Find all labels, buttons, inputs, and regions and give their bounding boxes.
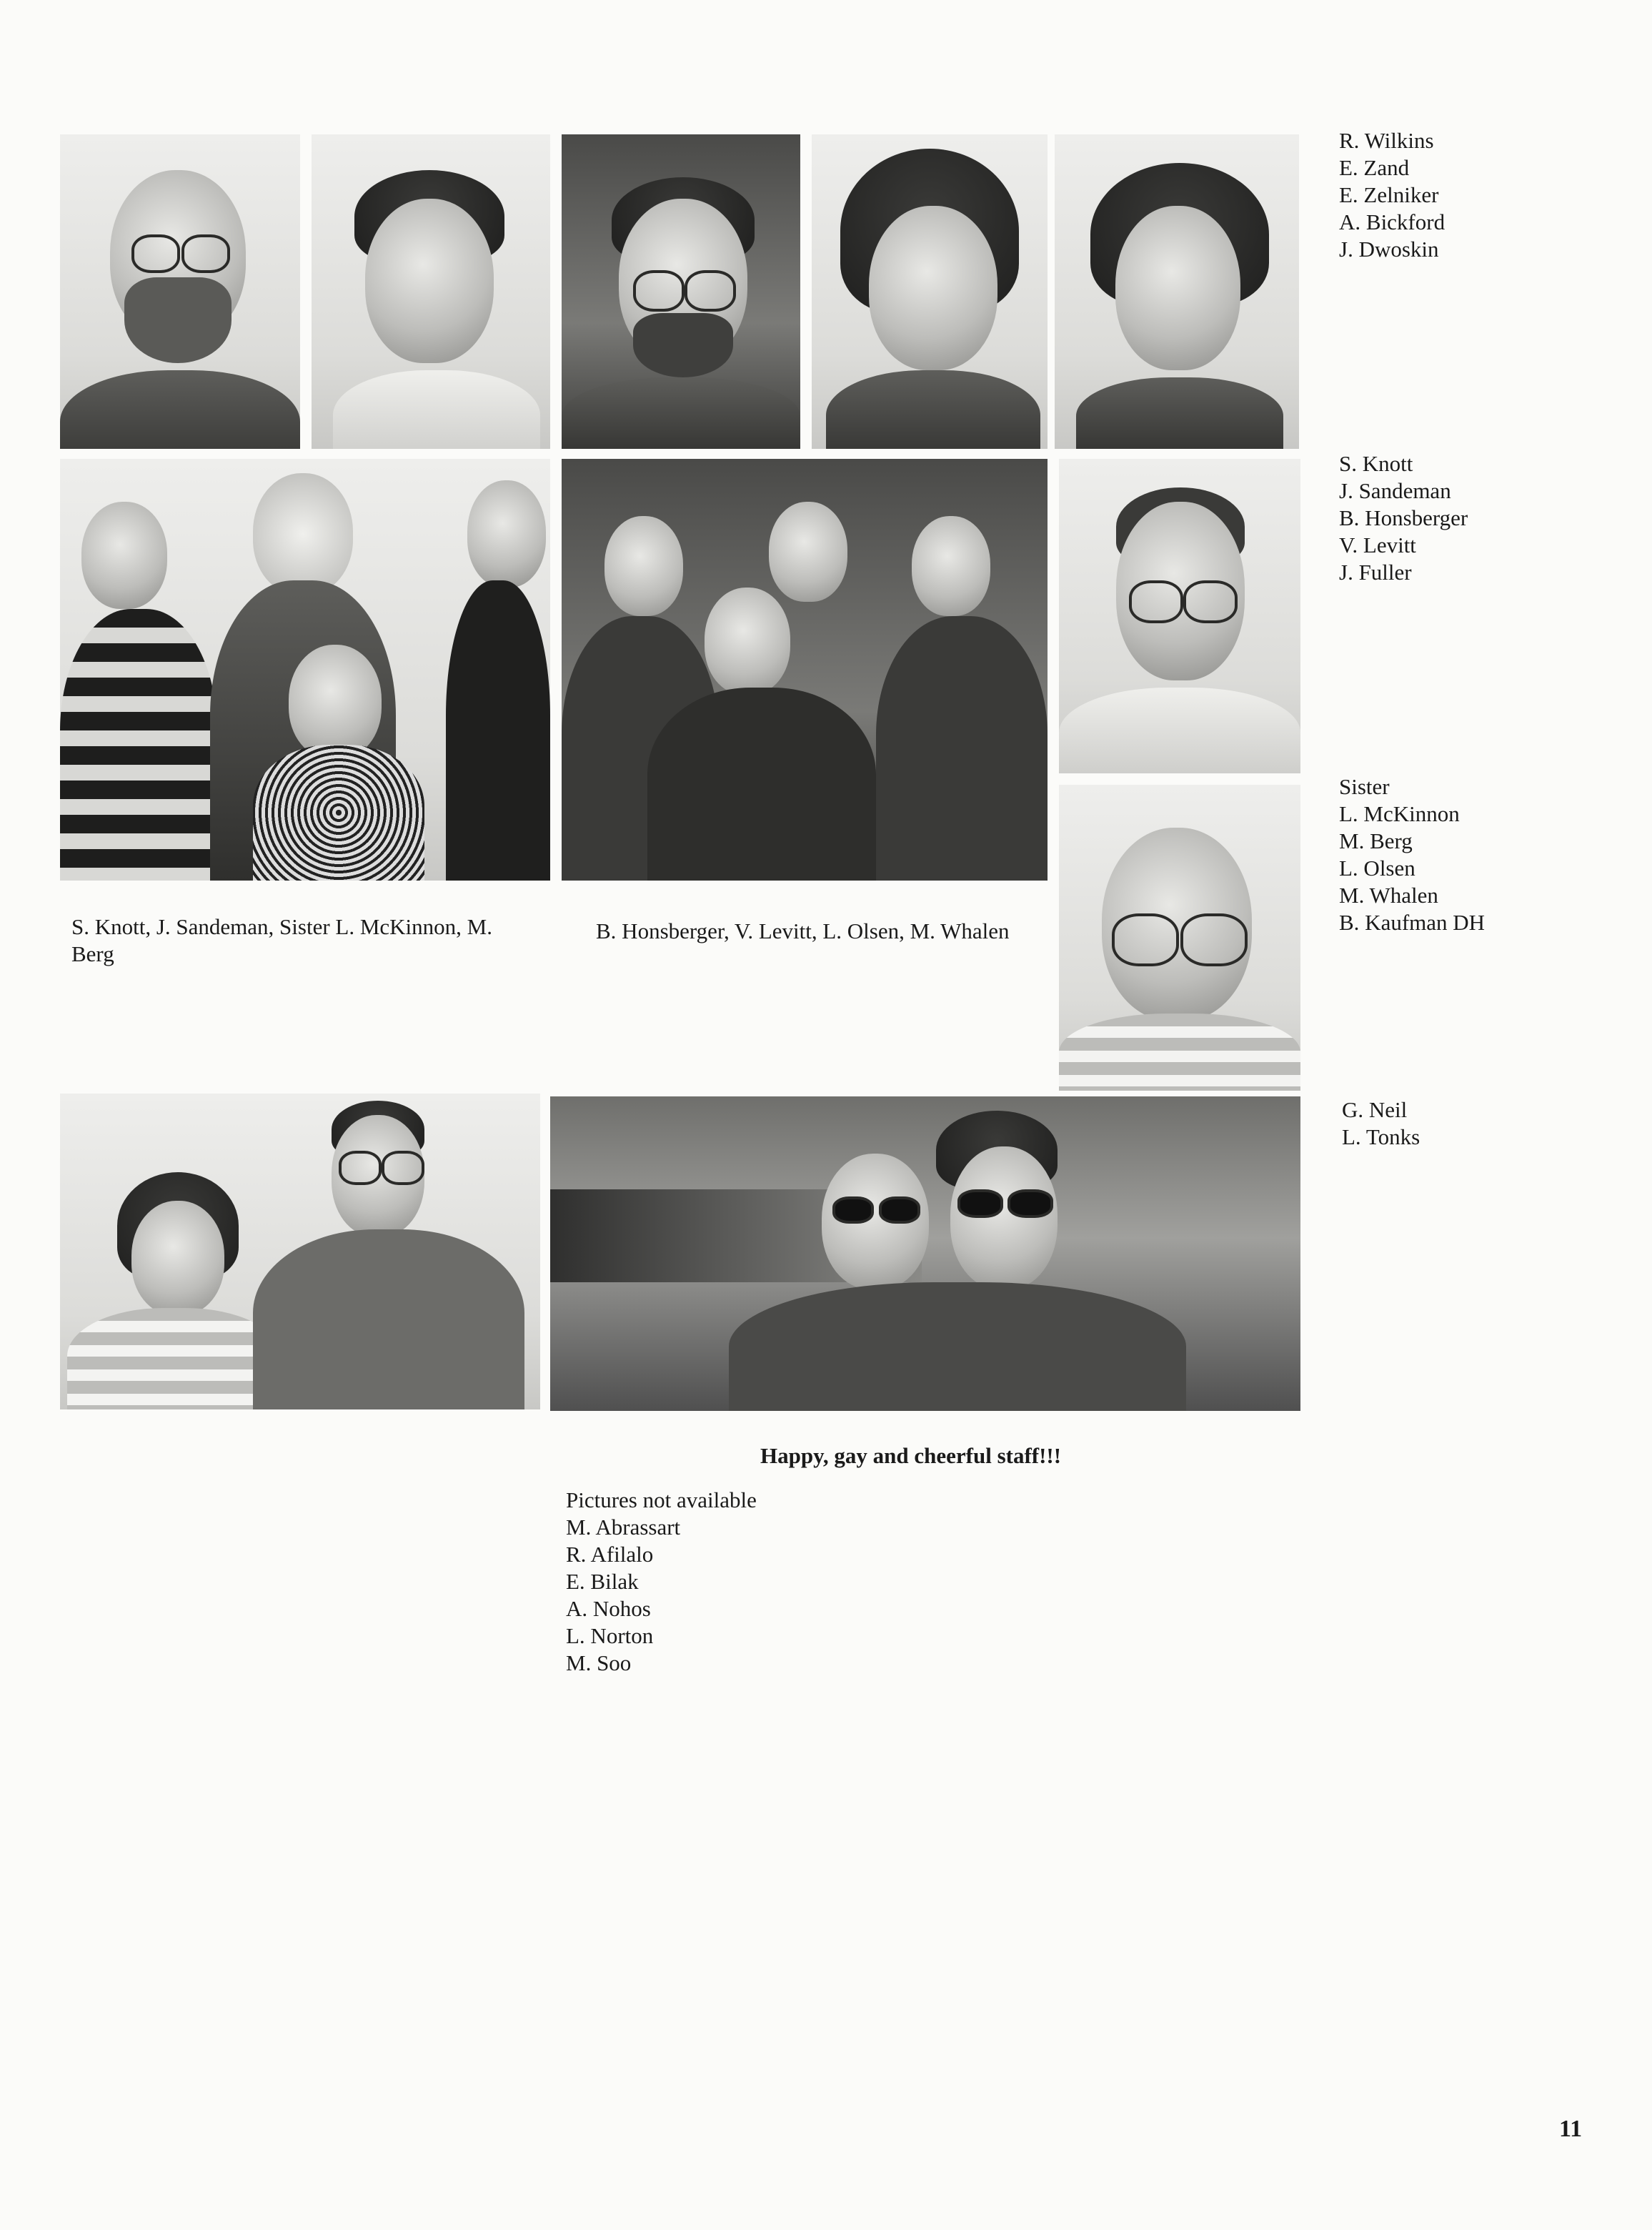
not-available-heading: Pictures not available	[566, 1487, 757, 1512]
staff-photo-caption: Happy, gay and cheerful staff!!!	[760, 1443, 1062, 1468]
portrait-photo-4	[812, 134, 1048, 449]
not-available-names	[566, 1514, 680, 1677]
name-item: R. Wilkins	[1339, 128, 1434, 153]
name-item: Sister	[1339, 774, 1390, 799]
name-item: J. Sandeman	[1339, 478, 1451, 503]
name-item: M. Berg	[1339, 828, 1413, 853]
pair-photo	[60, 1094, 540, 1409]
name-item: B. Kaufman DH	[1339, 910, 1486, 935]
portrait-photo-2	[312, 134, 550, 449]
name-item: E. Zelniker	[1339, 182, 1439, 207]
name-item: L. Tonks	[1342, 1124, 1420, 1149]
middle-right-names	[1339, 450, 1468, 586]
top-row-names	[1339, 127, 1445, 263]
group-photo-left	[60, 459, 550, 881]
lower-right-names	[1339, 773, 1485, 936]
staff-photo	[550, 1096, 1300, 1411]
group-left-caption: S. Knott, J. Sandeman, Sister L. McKinnon, M. Berg	[71, 914, 492, 966]
name-item: A. Nohos	[566, 1596, 651, 1621]
bottom-right-names	[1342, 1096, 1420, 1151]
name-item: G. Neil	[1342, 1097, 1408, 1122]
portrait-photo-1	[60, 134, 300, 449]
page-number: 11	[1559, 2116, 1583, 2142]
name-item: A. Bickford	[1339, 209, 1446, 234]
name-item: L. Olsen	[1339, 856, 1415, 881]
name-item: M. Abrassart	[566, 1515, 681, 1540]
name-item: J. Dwoskin	[1339, 237, 1439, 262]
name-item: M. Whalen	[1339, 883, 1438, 908]
portrait-photo-3	[562, 134, 800, 449]
group-photo-middle	[562, 459, 1048, 881]
name-item: S. Knott	[1339, 451, 1413, 476]
portrait-photo-5	[1055, 134, 1299, 449]
name-item: L. Norton	[566, 1623, 654, 1648]
portrait-photo-kaufman	[1059, 785, 1300, 1091]
name-item: J. Fuller	[1339, 560, 1412, 585]
name-item: M. Soo	[566, 1650, 632, 1675]
name-item: R. Afilalo	[566, 1542, 654, 1567]
portrait-photo-fuller	[1059, 459, 1300, 773]
name-item: B. Honsberger	[1339, 505, 1468, 530]
name-item: V. Levitt	[1339, 532, 1416, 558]
name-item: E. Zand	[1339, 155, 1410, 180]
name-item: E. Bilak	[566, 1569, 639, 1594]
group-middle-caption: B. Honsberger, V. Levitt, L. Olsen, M. Whalen	[596, 918, 1010, 943]
name-item: L. McKinnon	[1339, 801, 1460, 826]
